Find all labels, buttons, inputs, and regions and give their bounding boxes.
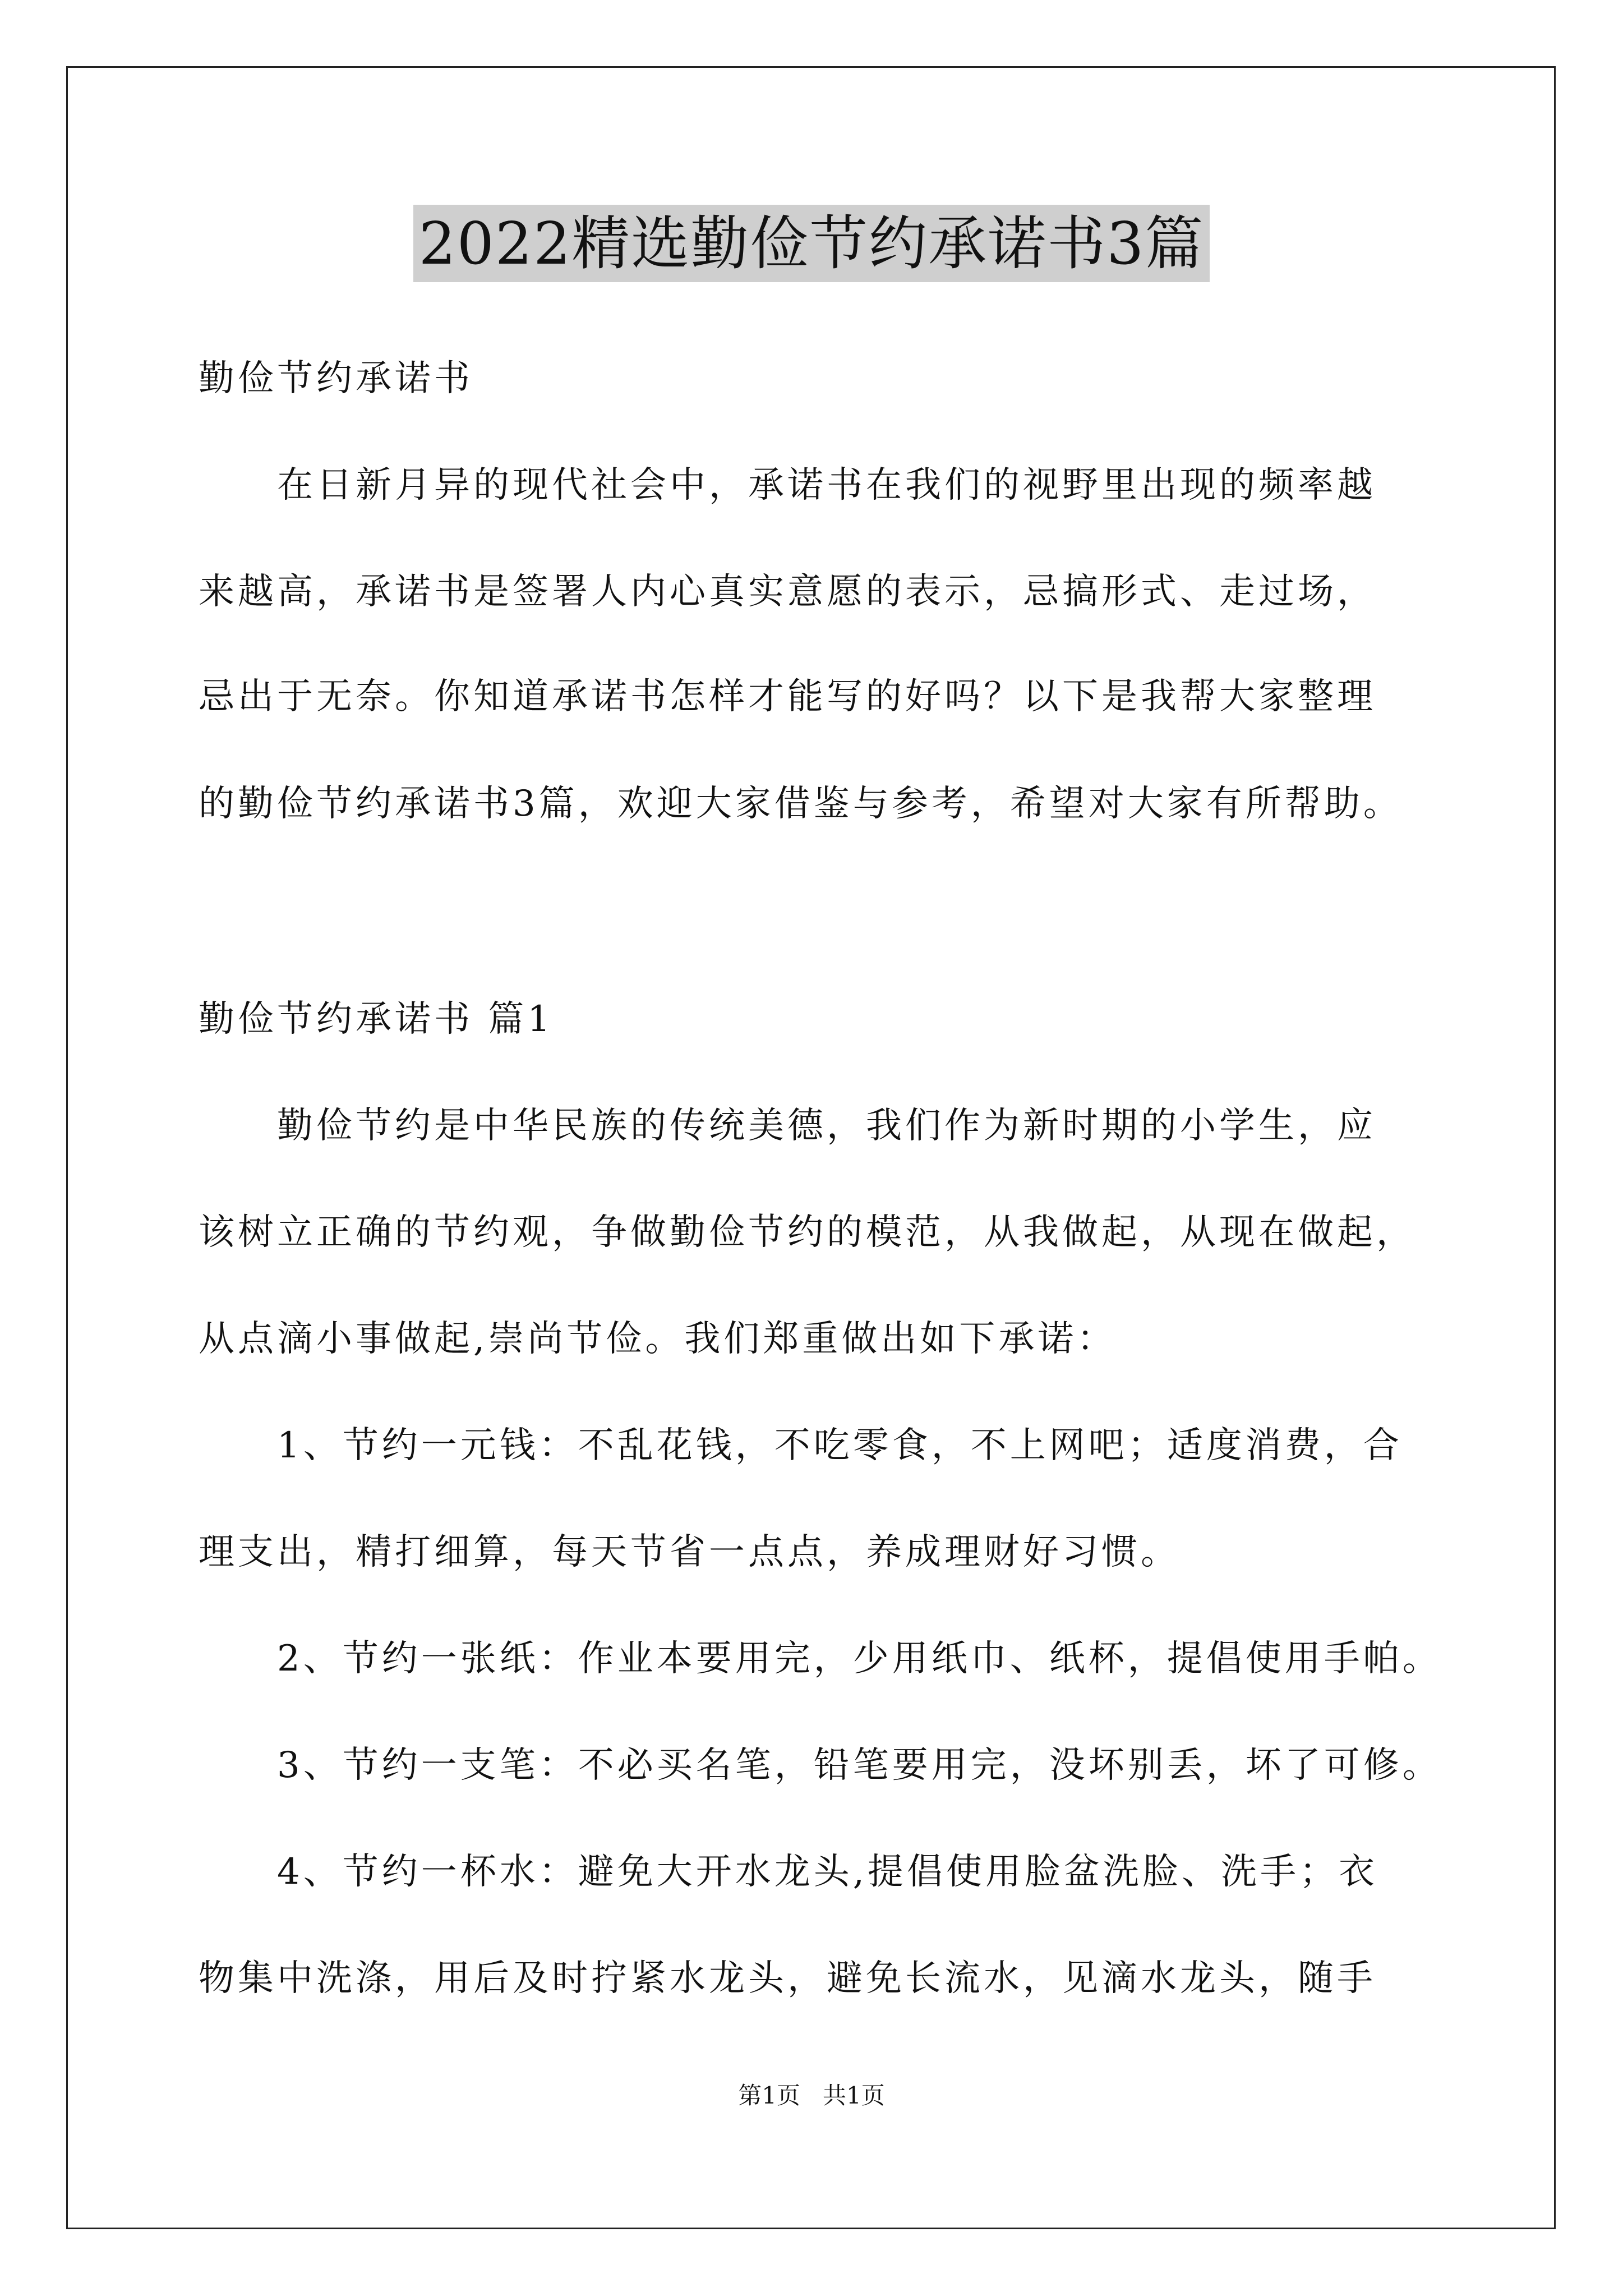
title-container: [0, 205, 1623, 282]
section-line-3: 从点滴小事做起,崇尚节俭。我们郑重做出如下承诺：: [199, 1318, 1117, 1360]
section-line-2: 该树立正确的节约观，争做勤俭节约的模范，从我做起，从现在做起，: [199, 1212, 1415, 1253]
main-heading: 勤俭节约承诺书: [199, 358, 473, 399]
section-line-1: 勤俭节约是中华民族的传统美德，我们作为新时期的小学生，应: [277, 1105, 1376, 1147]
document-title: 2022精选勤俭节约承诺书3篇: [413, 205, 1210, 282]
section-line-9: 物集中洗涤，用后及时拧紧水龙头，避免长流水，见滴水龙头，随手: [199, 1958, 1376, 1999]
section-heading: 勤俭节约承诺书 篇1: [199, 999, 554, 1040]
intro-line-4: 的勤俭节约承诺书3篇，欢迎大家借鉴与参考，希望对大家有所帮助。: [199, 783, 1403, 825]
section-line-8: 4、节约一杯水：避免大开水龙头,提倡使用脸盆洗脸、洗手；衣: [277, 1851, 1378, 1893]
section-line-4: 1、节约一元钱：不乱花钱，不吃零食，不上网吧；适度消费，合: [277, 1425, 1403, 1466]
section-line-5: 理支出，精打细算，每天节省一点点，养成理财好习惯。: [199, 1531, 1180, 1573]
section-line-7: 3、节约一支笔：不必买名笔，铅笔要用完，没坏别丢，坏了可修。: [277, 1745, 1442, 1786]
intro-line-3: 忌出于无奈。你知道承诺书怎样才能写的好吗？以下是我帮大家整理: [199, 676, 1376, 717]
page-footer: 第1页 共1页: [738, 2082, 885, 2109]
intro-line-2: 来越高，承诺书是签署人内心真实意愿的表示，忌搞形式、走过场，: [199, 571, 1376, 613]
section-line-6: 2、节约一张纸：作业本要用完，少用纸巾、纸杯，提倡使用手帕。: [277, 1638, 1442, 1680]
intro-line-1: 在日新月异的现代社会中，承诺书在我们的视野里出现的频率越: [277, 464, 1376, 506]
